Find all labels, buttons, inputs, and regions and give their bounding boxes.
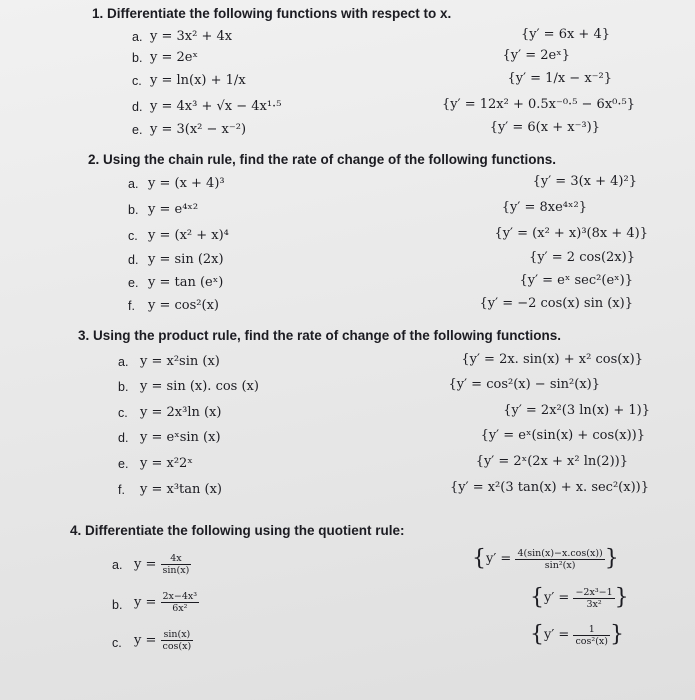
q1-answer-d: {y′ = 12x² + 0.5x⁻⁰·⁵ − 6x⁰·⁵} xyxy=(442,97,635,112)
q4-ans-num-a: 4(sin(x)−x.cos(x)) xyxy=(517,547,603,559)
q1-func-e: y = 3(x² − x⁻²) xyxy=(150,122,247,137)
q4-ans-den-b: 3x² xyxy=(586,598,602,610)
q2-label-c: c. xyxy=(128,229,138,243)
q2-answer-b: {y′ = 8xe⁴ˣ²} xyxy=(501,200,587,215)
q2-func-a: y = (x + 4)³ xyxy=(148,176,225,191)
q4-heading: 4. Differentiate the following using the quotient rule: xyxy=(70,523,405,538)
q3-answer-c: {y′ = 2x²(3 ln(x) + 1)} xyxy=(503,403,650,418)
q2-func-e: y = tan (eˣ) xyxy=(148,275,224,290)
q4-num-a: 4x xyxy=(161,553,192,565)
q4-ans-den-a: sin²(x) xyxy=(544,559,576,571)
q3-func-f: y = x³tan (x) xyxy=(140,482,222,497)
q2-func-c: y = (x² + x)⁴ xyxy=(148,228,229,243)
q4-expr-a: y = $\frac{4x}{\sin(x)}$ xyxy=(134,553,190,576)
q1-func-b: y = 2eˣ xyxy=(150,50,198,65)
q4-ans-den-c: cos²(x) xyxy=(575,635,608,647)
q2-label-f: f. xyxy=(128,299,135,313)
q1-label-e: e. xyxy=(132,123,143,137)
q1-func-d: y = 4x³ + √x − 4x¹·⁵ xyxy=(150,99,282,114)
q3-label-f: f. xyxy=(118,483,125,497)
q3-func-b: y = sin (x). cos (x) xyxy=(140,379,259,394)
q4-den-b: 6x² xyxy=(172,603,188,614)
q4-den-a: sin(x) xyxy=(162,565,190,576)
q3-heading: 3. Using the product rule, find the rate of change of the following functions. xyxy=(78,328,562,343)
q3-answer-d: {y′ = eˣ(sin(x) + cos(x))} xyxy=(480,428,645,443)
q2-label-e: e. xyxy=(128,276,139,290)
q1-heading: 1. Differentiate the following functions with respect to x. xyxy=(92,6,452,21)
q1-answer-b: {y′ = 2eˣ} xyxy=(502,48,570,63)
q4-num-b: 2x−4x³ xyxy=(162,591,198,602)
q4-ans-num-b: −2x³−1 xyxy=(575,586,613,598)
q3-func-e: y = x²2ˣ xyxy=(140,456,193,471)
q2-func-b: y = e⁴ˣ² xyxy=(148,202,199,217)
q1-func-c: y = ln(x) + 1/x xyxy=(150,73,246,88)
q3-func-a: y = x²sin (x) xyxy=(140,354,220,369)
q2-func-f: y = cos²(x) xyxy=(148,298,219,313)
q4-label-a: a. xyxy=(112,558,123,572)
q3-func-c: y = 2x³ln (x) xyxy=(140,405,222,420)
q3-answer-b: {y′ = cos²(x) − sin²(x)} xyxy=(448,377,600,392)
q4-label-b: b. xyxy=(112,598,123,612)
q2-answer-f: {y′ = −2 cos(x) sin (x)} xyxy=(479,296,633,311)
q2-heading: 2. Using the chain rule, find the rate of change of the following functions. xyxy=(88,152,557,167)
q2-answer-d: {y′ = 2 cos(2x)} xyxy=(529,250,635,265)
q2-answer-e: {y′ = eˣ sec²(eˣ)} xyxy=(519,273,633,288)
q4-answer-b: {y′ = $\frac{\text{−2x³−1}}{\text{3x²}}$ } xyxy=(530,585,629,610)
q1-label-c: c. xyxy=(132,74,142,88)
q3-label-d: d. xyxy=(118,431,129,445)
q3-answer-f: {y′ = x²(3 tan(x) + x. sec²(x))} xyxy=(450,480,649,495)
q4-num-c: sin(x) xyxy=(161,629,194,641)
q4-label-c: c. xyxy=(112,636,122,650)
q4-answer-c: {y′ = $\frac{1}{\text{cos²(x)}}$ } xyxy=(530,622,624,647)
q3-label-e: e. xyxy=(118,457,129,471)
q1-answer-a: {y′ = 6x + 4} xyxy=(520,27,610,42)
q1-answer-c: {y′ = 1/x − x⁻²} xyxy=(507,71,612,86)
q3-answer-a: {y′ = 2x. sin(x) + x² cos(x)} xyxy=(461,352,643,367)
q4-ans-num-c: 1 xyxy=(573,624,610,636)
q3-label-b: b. xyxy=(118,380,129,394)
q1-label-a: a. xyxy=(132,30,143,44)
q4-expr-c: y = $\frac{\sin(x)}{\cos(x)}$ xyxy=(134,629,192,652)
q2-label-b: b. xyxy=(128,203,139,217)
q2-label-a: a. xyxy=(128,177,139,191)
q4-expr-b: y = $\frac{\text{2x−4x³}}{\text{6x²}}$ xyxy=(134,591,198,614)
q2-answer-c: {y′ = (x² + x)³(8x + 4)} xyxy=(494,226,648,241)
q1-func-a: y = 3x² + 4x xyxy=(150,29,233,44)
q1-label-b: b. xyxy=(132,51,143,65)
q1-answer-e: {y′ = 6(x + x⁻³)} xyxy=(489,120,600,135)
q2-label-d: d. xyxy=(128,253,139,267)
q4-den-c: cos(x) xyxy=(162,641,192,652)
q3-label-c: c. xyxy=(118,406,128,420)
q3-answer-e: {y′ = 2ˣ(2x + x² ln(2))} xyxy=(475,454,628,469)
q4-answer-a: {y′ = $\frac{4(\sin(x)-x.\cos(x))}{\text{sin²(x)}}$ } xyxy=(472,546,619,571)
q2-func-d: y = sin (2x) xyxy=(148,252,224,267)
q3-label-a: a. xyxy=(118,355,129,369)
q1-label-d: d. xyxy=(132,100,143,114)
q2-answer-a: {y′ = 3(x + 4)²} xyxy=(532,174,637,189)
q3-func-d: y = eˣsin (x) xyxy=(140,430,221,445)
